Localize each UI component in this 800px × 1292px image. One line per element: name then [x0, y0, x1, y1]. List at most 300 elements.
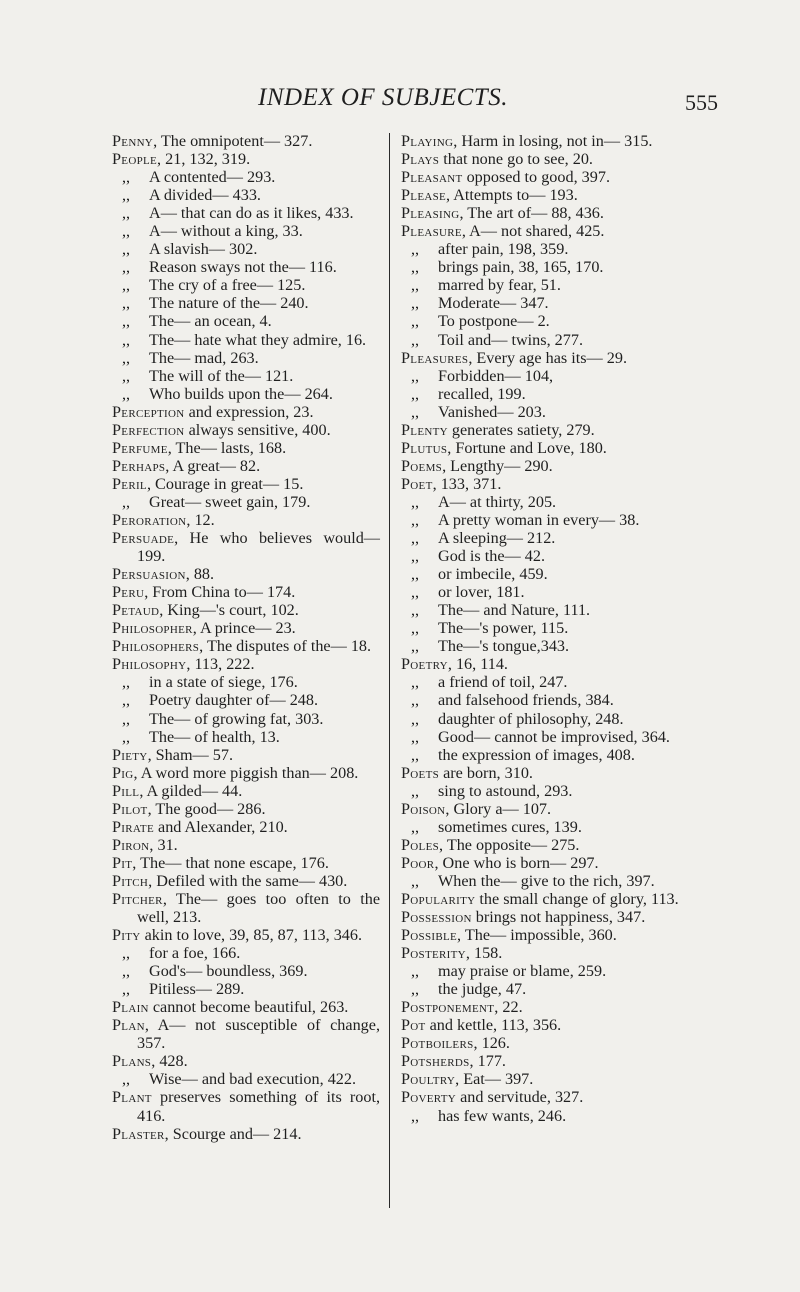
entry-headword: Potboilers [401, 1034, 474, 1053]
entry-text: , Fortune and Love, 180. [447, 438, 607, 457]
entry-text: , A gilded— 44. [139, 781, 243, 800]
entry-text: , Sham— 57. [147, 745, 233, 764]
ditto-mark: ,, [411, 402, 420, 421]
index-subentry [401, 962, 713, 980]
ditto-mark: ,, [122, 384, 131, 403]
ditto-mark: ,, [122, 204, 131, 223]
index-entry [112, 800, 380, 818]
entry-text: recalled, 199. [438, 384, 526, 403]
entry-text: the expression of images, 408. [438, 745, 635, 764]
entry-text: , The opposite— 275. [439, 835, 580, 854]
entry-text: in a state of siege, 176. [149, 673, 298, 692]
entry-headword: Penny [112, 132, 154, 150]
index-subentry [112, 728, 380, 746]
entry-headword: Popularity [401, 889, 476, 908]
entry-text: A slavish— 302. [149, 240, 258, 259]
entry-text: , Scourge and— 214. [164, 1124, 302, 1143]
index-entry [401, 1088, 713, 1106]
entry-headword: Pill [112, 781, 140, 800]
entry-headword: Plans [112, 1052, 152, 1071]
ditto-mark: ,, [411, 583, 420, 602]
index-subentry [401, 583, 713, 601]
ditto-mark: ,, [122, 294, 131, 313]
ditto-mark: ,, [122, 276, 131, 295]
index-subentry [112, 222, 380, 240]
entry-headword: Philosophers [112, 637, 200, 656]
index-subentry [112, 691, 380, 709]
index-entry [401, 475, 713, 493]
index-entry [401, 926, 713, 944]
entry-text: The nature of the— 240. [149, 294, 309, 313]
index-entry [112, 655, 380, 673]
index-entry [401, 168, 713, 186]
entry-text: Toil and— twins, 277. [438, 330, 583, 349]
ditto-mark: ,, [411, 727, 420, 746]
entry-text: akin to love, 39, 85, 87, 113, 346. [140, 926, 363, 945]
index-entry [112, 439, 380, 457]
entry-text: When the— give to the rich, 397. [438, 871, 655, 890]
page-header [0, 84, 800, 114]
entry-text: , Harm in losing, not in— 315. [453, 132, 653, 150]
entry-text: , The disputes of the— 18. [199, 637, 372, 656]
index-subentry [112, 980, 380, 998]
index-subentry [401, 511, 713, 529]
index-subentry [112, 367, 380, 385]
index-entry [112, 782, 380, 800]
ditto-mark: ,, [411, 1106, 420, 1125]
ditto-mark: ,, [122, 258, 131, 277]
entry-text: , Lengthy— 290. [442, 456, 553, 475]
index-subentry [112, 294, 380, 312]
entry-text: brings pain, 38, 165, 170. [438, 258, 604, 277]
ditto-mark: ,, [411, 871, 420, 890]
entry-headword: Persuasion [112, 565, 186, 584]
ditto-mark: ,, [122, 186, 131, 205]
entry-headword: Pitch [112, 871, 149, 890]
entry-text: Wise— and bad execution, 422. [149, 1070, 357, 1089]
entry-headword: Poultry [401, 1070, 456, 1089]
index-entry [401, 998, 713, 1016]
entry-headword: Pleasure [401, 222, 462, 241]
index-subentry [112, 276, 380, 294]
entry-text: To postpone— 2. [438, 312, 550, 331]
index-entry [112, 457, 380, 475]
entry-text: sing to astound, 293. [438, 781, 573, 800]
index-subentry [112, 1070, 380, 1088]
index-subentry [112, 168, 380, 186]
entry-text: The— and Nature, 111. [438, 601, 591, 620]
entry-headword: Perception [112, 402, 185, 421]
index-entry [401, 854, 713, 872]
ditto-mark: ,, [122, 962, 131, 981]
index-subentry [401, 601, 713, 619]
entry-text: are born, 310. [439, 763, 533, 782]
index-entry [401, 457, 713, 475]
entry-headword: Plays [401, 150, 440, 169]
index-entry [112, 403, 380, 421]
index-entry [401, 836, 713, 854]
index-subentry [401, 710, 713, 728]
entry-text: for a foe, 166. [149, 944, 241, 963]
entry-text: sometimes cures, 139. [438, 817, 582, 836]
entry-headword: Pig [112, 763, 134, 782]
index-column-right [401, 132, 713, 1125]
index-entry [401, 222, 713, 240]
entry-headword: Philosophy [112, 655, 187, 674]
index-entry [401, 349, 713, 367]
index-subentry [401, 312, 713, 330]
entry-text: A pretty woman in every— 38. [438, 510, 640, 529]
entry-headword: Piety [112, 745, 148, 764]
entry-headword: Perfection [112, 420, 185, 439]
index-entry [401, 186, 713, 204]
index-entry [112, 890, 380, 926]
entry-text: , The— lasts, 168. [167, 438, 287, 457]
entry-text: The—'s tongue,343. [438, 637, 570, 656]
index-subentry [401, 240, 713, 258]
entry-text: generates satiety, 279. [447, 420, 595, 439]
entry-text: The— of growing fat, 303. [149, 709, 324, 728]
ditto-mark: ,, [411, 384, 420, 403]
entry-text: and servitude, 327. [456, 1088, 584, 1107]
index-subentry [401, 547, 713, 565]
entry-headword: Plan [112, 1016, 145, 1035]
ditto-mark: ,, [122, 168, 131, 187]
entry-text: God's— boundless, 369. [149, 962, 308, 981]
index-subentry [401, 565, 713, 583]
index-entry [401, 1016, 713, 1034]
index-entry [112, 475, 380, 493]
index-entry [401, 764, 713, 782]
ditto-mark: ,, [122, 366, 131, 385]
ditto-mark: ,, [411, 745, 420, 764]
ditto-mark: ,, [122, 330, 131, 349]
running-title: INDEX OF SUBJECTS. [258, 84, 508, 111]
entry-headword: Poetry [401, 655, 448, 674]
entry-text: The—'s power, 115. [438, 619, 569, 638]
index-subentry [401, 980, 713, 998]
entry-text: , 31. [149, 835, 178, 854]
entry-text: cannot become beautiful, 263. [148, 998, 349, 1017]
entry-text: , A word more piggish than— 208. [133, 763, 359, 782]
entry-text: a friend of toil, 247. [438, 673, 568, 692]
index-entry [401, 800, 713, 818]
entry-headword: Perfume [112, 438, 168, 457]
entry-text: Reason sways not the— 116. [149, 258, 337, 277]
entry-text: the small change of glory, 113. [475, 889, 679, 908]
entry-text: , 126. [473, 1034, 510, 1053]
entry-text: and expression, 23. [184, 402, 314, 421]
index-entry [112, 132, 380, 150]
entry-text: may praise or blame, 259. [438, 962, 607, 981]
entry-text: , The omnipotent— 327. [153, 132, 313, 150]
index-subentry [401, 673, 713, 691]
index-entry [401, 150, 713, 168]
index-subentry [401, 493, 713, 511]
ditto-mark: ,, [122, 312, 131, 331]
ditto-mark: ,, [411, 781, 420, 800]
entry-text: , One who is born— 297. [434, 853, 599, 872]
ditto-mark: ,, [122, 1070, 131, 1089]
page-number: 555 [685, 90, 718, 115]
ditto-mark: ,, [411, 817, 420, 836]
entry-text: Moderate— 347. [438, 294, 549, 313]
entry-headword: Pleasant [401, 168, 463, 187]
entry-text: , The— impossible, 360. [457, 926, 617, 945]
entry-text: A contented— 293. [149, 168, 276, 187]
index-entry [112, 637, 380, 655]
entry-headword: Poor [401, 853, 435, 872]
index-subentry [401, 276, 713, 294]
ditto-mark: ,, [411, 510, 420, 529]
entry-text: A— at thirty, 205. [438, 492, 557, 511]
entry-text: , The art of— 88, 436. [459, 204, 604, 223]
entry-text: , The— that none escape, 176. [132, 853, 329, 872]
entry-headword: Peril [112, 474, 147, 493]
entry-headword: Plenty [401, 420, 448, 439]
entry-text: , He who believes would— 199. [137, 529, 380, 566]
entry-text: Pitiless— 289. [149, 980, 245, 999]
ditto-mark: ,, [122, 944, 131, 963]
entry-headword: Philosopher [112, 619, 193, 638]
ditto-mark: ,, [411, 565, 420, 584]
index-entry [112, 421, 380, 439]
ditto-mark: ,, [411, 637, 420, 656]
index-subentry [401, 637, 713, 655]
index-subentry [112, 258, 380, 276]
index-entry [401, 908, 713, 926]
entry-headword: Plain [112, 998, 149, 1017]
entry-text: , A— not shared, 425. [461, 222, 605, 241]
entry-headword: Peru [112, 583, 145, 602]
entry-text: The will of the— 121. [149, 366, 294, 385]
ditto-mark: ,, [411, 240, 420, 259]
ditto-mark: ,, [411, 547, 420, 566]
entry-headword: Persuade [112, 529, 175, 548]
index-entry [112, 818, 380, 836]
index-entry [401, 204, 713, 222]
entry-text: , The— goes too often to the well, 213. [137, 889, 380, 927]
entry-text: The— mad, 263. [149, 348, 259, 367]
index-entry [112, 854, 380, 872]
entry-text: brings not happiness, 347. [471, 908, 646, 927]
entry-headword: Perhaps [112, 456, 166, 475]
entry-headword: Postponement [401, 998, 495, 1017]
ditto-mark: ,, [411, 673, 420, 692]
entry-text: that none go to see, 20. [439, 150, 593, 169]
entry-text: Great— sweet gain, 179. [149, 492, 311, 511]
entry-text: daughter of philosophy, 248. [438, 709, 624, 728]
entry-headword: Pit [112, 853, 133, 872]
index-entry [401, 1070, 713, 1088]
entry-headword: Possible [401, 926, 458, 945]
entry-text: , 21, 132, 319. [157, 150, 251, 169]
index-subentry [401, 691, 713, 709]
entry-text: , A prince— 23. [192, 619, 296, 638]
index-subentry [401, 294, 713, 312]
entry-text: after pain, 198, 359. [438, 240, 569, 259]
entry-text: always sensitive, 400. [184, 420, 331, 439]
entry-text: , 133, 371. [432, 474, 502, 493]
index-subentry [112, 312, 380, 330]
ditto-mark: ,, [411, 330, 420, 349]
entry-text: , Courage in great— 15. [146, 474, 304, 493]
entry-text: , A— not susceptible of change, 357. [137, 1016, 380, 1053]
index-subentry [401, 728, 713, 746]
ditto-mark: ,, [122, 691, 131, 710]
entry-text: , 158. [465, 944, 503, 963]
entry-headword: Pirate [112, 817, 154, 836]
entry-headword: Poverty [401, 1088, 457, 1107]
index-subentry [112, 349, 380, 367]
ditto-mark: ,, [411, 619, 420, 638]
entry-text: , 428. [151, 1052, 188, 1071]
index-entry [401, 439, 713, 457]
entry-headword: Playing [401, 132, 454, 150]
index-entry [112, 150, 380, 168]
index-entry [401, 1052, 713, 1070]
index-subentry [112, 710, 380, 728]
ditto-mark: ,, [411, 962, 420, 981]
index-subentry [401, 331, 713, 349]
entry-text: A— that can do as it likes, 433. [149, 204, 354, 223]
entry-headword: Pitcher [112, 889, 163, 908]
entry-headword: Plaster [112, 1124, 165, 1143]
index-entry [401, 132, 713, 150]
entry-headword: Piron [112, 835, 150, 854]
ditto-mark: ,, [411, 492, 420, 511]
entry-text: , King—'s court, 102. [159, 601, 299, 620]
ditto-mark: ,, [411, 258, 420, 277]
entry-headword: Poets [401, 763, 440, 782]
index-entry [112, 583, 380, 601]
ditto-mark: ,, [411, 691, 420, 710]
ditto-mark: ,, [411, 601, 420, 620]
entry-text: Good— cannot be improvised, 364. [438, 727, 670, 746]
ditto-mark: ,, [411, 366, 420, 385]
ditto-mark: ,, [411, 312, 420, 331]
entry-text: and falsehood friends, 384. [438, 691, 614, 710]
ditto-mark: ,, [122, 709, 131, 728]
entry-text: , 113, 222. [186, 655, 255, 674]
entry-text: , Eat— 397. [455, 1070, 534, 1089]
entry-text: , From China to— 174. [144, 583, 296, 602]
index-entry [112, 1016, 380, 1052]
entry-headword: People [112, 150, 158, 169]
entry-text: , A great— 82. [165, 456, 261, 475]
index-entry [112, 926, 380, 944]
index-entry [401, 944, 713, 962]
index-subentry [112, 204, 380, 222]
ditto-mark: ,, [122, 222, 131, 241]
entry-text: , Defiled with the same— 430. [148, 871, 348, 890]
index-entry [112, 1052, 380, 1070]
entry-headword: Plutus [401, 438, 448, 457]
entry-text: or lover, 181. [438, 583, 525, 602]
ditto-mark: ,, [122, 980, 131, 999]
entry-text: , 12. [186, 510, 215, 529]
ditto-mark: ,, [122, 673, 131, 692]
index-subentry [401, 403, 713, 421]
entry-headword: Poet [401, 474, 433, 493]
entry-headword: Poems [401, 456, 443, 475]
index-entry [112, 565, 380, 583]
index-subentry [112, 240, 380, 258]
index-entry [112, 601, 380, 619]
column-divider [389, 133, 390, 1208]
entry-text: opposed to good, 397. [462, 168, 610, 187]
ditto-mark: ,, [411, 294, 420, 313]
entry-text: , The good— 286. [147, 799, 266, 818]
index-subentry [112, 944, 380, 962]
index-entry [112, 746, 380, 764]
index-entry [401, 1034, 713, 1052]
entry-text: and kettle, 113, 356. [425, 1016, 562, 1035]
index-subentry [112, 186, 380, 204]
index-subentry [401, 258, 713, 276]
entry-text: the judge, 47. [438, 980, 527, 999]
index-subentry [401, 872, 713, 890]
entry-headword: Peroration [112, 510, 187, 529]
index-subentry [112, 673, 380, 691]
index-subentry [401, 619, 713, 637]
index-subentry [112, 331, 380, 349]
index-subentry [401, 367, 713, 385]
entry-headword: Pilot [112, 799, 148, 818]
index-subentry [401, 1107, 713, 1125]
entry-text: or imbecile, 459. [438, 565, 548, 584]
index-subentry [401, 746, 713, 764]
entry-text: , Attempts to— 193. [446, 186, 578, 205]
index-subentry [112, 493, 380, 511]
entry-text: preserves something of its root, 416. [137, 1088, 380, 1125]
entry-headword: Posterity [401, 944, 466, 963]
entry-text: , 177. [469, 1052, 506, 1071]
entry-text: , 88. [185, 565, 215, 584]
index-subentry [112, 385, 380, 403]
index-entry [401, 890, 713, 908]
index-entry [112, 529, 380, 565]
ditto-mark: ,, [411, 709, 420, 728]
index-entry [112, 511, 380, 529]
entry-text: , Every age has its— 29. [468, 348, 628, 367]
ditto-mark: ,, [411, 529, 420, 548]
index-entry [401, 655, 713, 673]
index-entry [112, 619, 380, 637]
entry-text: The— of health, 13. [149, 727, 280, 746]
index-entry [112, 1088, 380, 1124]
index-entry [112, 872, 380, 890]
entry-headword: Pity [112, 926, 141, 945]
entry-headword: Poles [401, 835, 440, 854]
entry-text: The— hate what they admire, 16. [149, 330, 367, 349]
entry-headword: Plant [112, 1088, 152, 1107]
entry-text: Who builds upon the— 264. [149, 384, 333, 403]
ditto-mark: ,, [411, 980, 420, 999]
ditto-mark: ,, [411, 276, 420, 295]
entry-headword: Possession [401, 908, 472, 927]
ditto-mark: ,, [122, 727, 131, 746]
entry-text: Poetry daughter of— 248. [149, 691, 319, 710]
entry-text: A sleeping— 212. [438, 529, 556, 548]
entry-text: and Alexander, 210. [153, 817, 288, 836]
entry-headword: Pleasures [401, 348, 469, 367]
ditto-mark: ,, [122, 348, 131, 367]
entry-headword: Poison [401, 799, 446, 818]
entry-text: A— without a king, 33. [149, 222, 303, 241]
index-entry [112, 1125, 380, 1143]
index-entry [112, 836, 380, 854]
